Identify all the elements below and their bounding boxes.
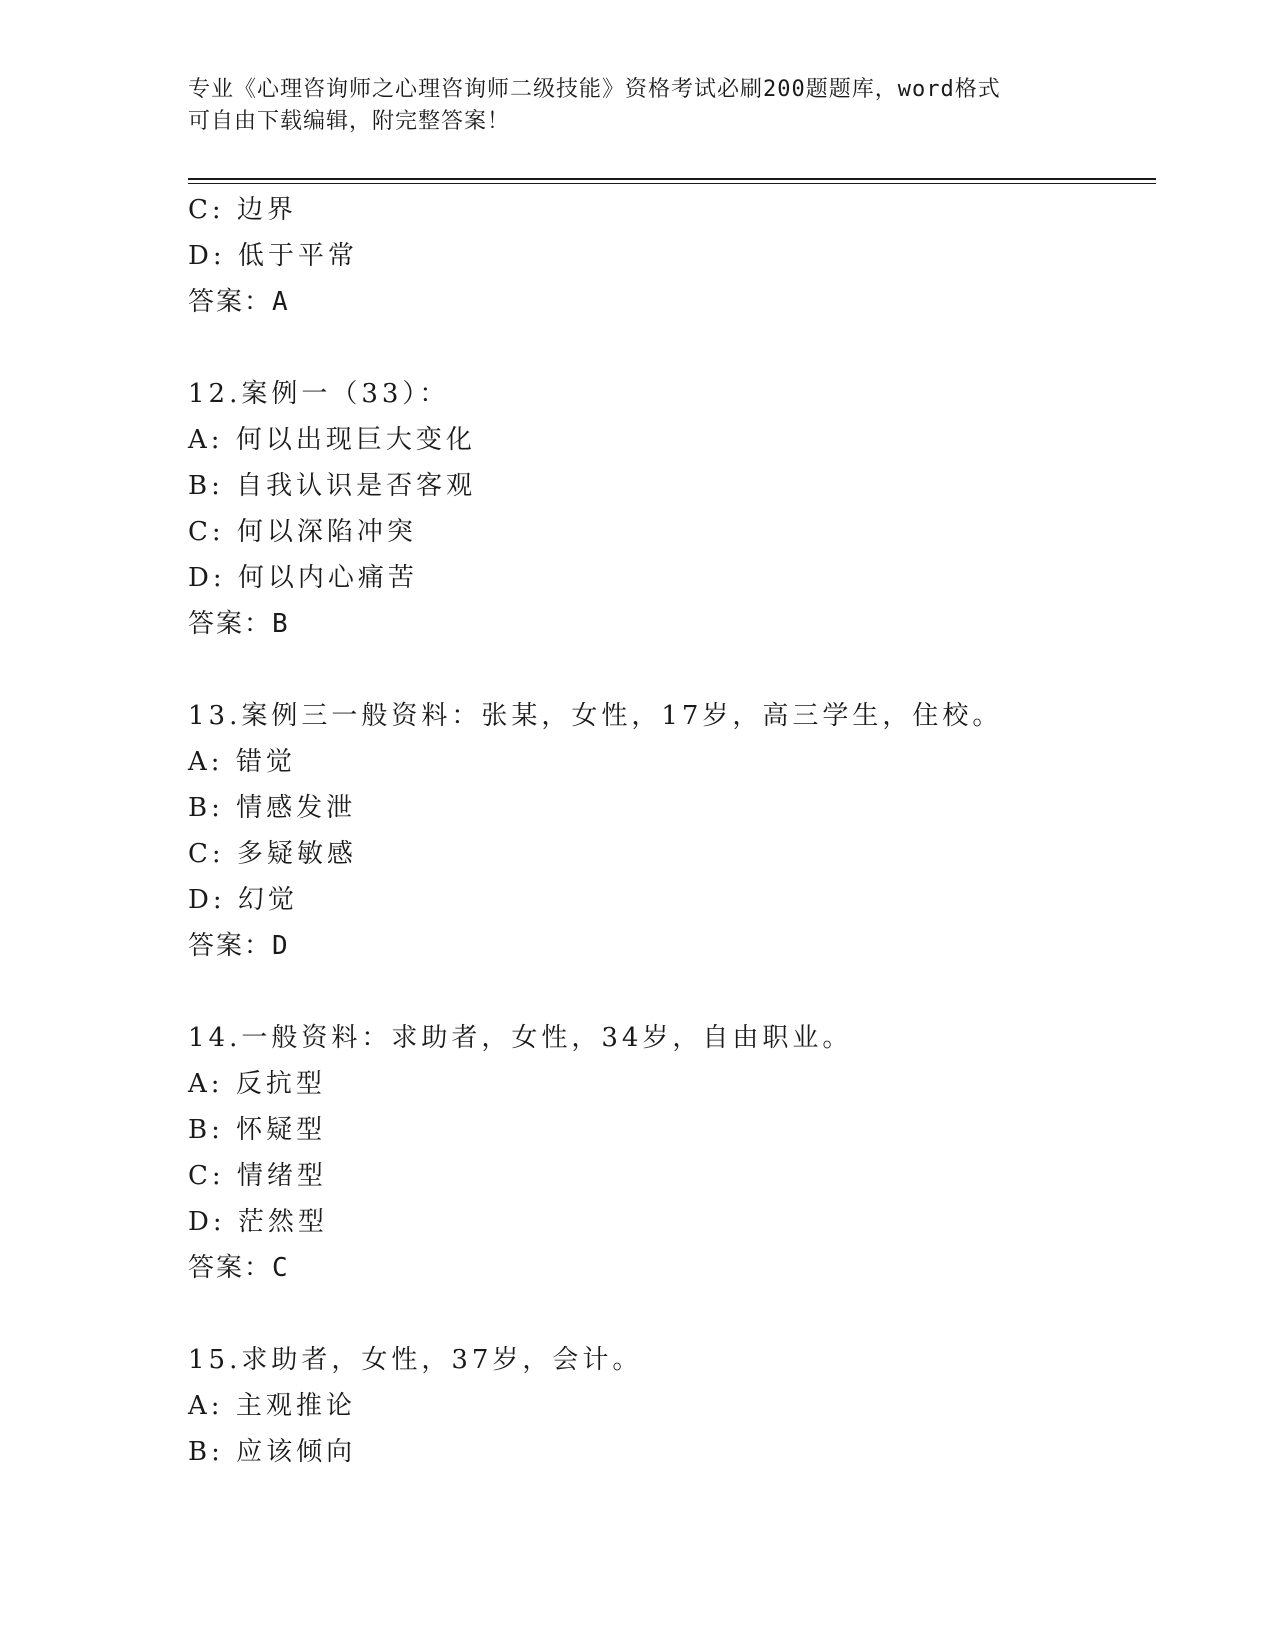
option-label: A: [188, 425, 224, 455]
option-text: 自我认识是否客观 [236, 471, 477, 501]
option-label: D: [188, 241, 226, 271]
answer-line [188, 601, 1148, 647]
option-label: A: [188, 747, 224, 777]
option-label: C: [188, 195, 225, 225]
option-text: 低于平常 [237, 241, 358, 271]
header-divider-thin [188, 183, 1156, 184]
option-line [188, 509, 1148, 555]
question-stem: 13.案例三一般资料：张某，女性，17岁，高三学生，住校。 [188, 701, 1003, 731]
option-text: 主观推论 [235, 1391, 356, 1421]
option-line [188, 1429, 1148, 1475]
option-line [188, 417, 1148, 463]
question-spacer [188, 325, 1148, 371]
option-line [188, 1199, 1148, 1245]
option-line [188, 831, 1148, 877]
answer-label: 答案： [188, 287, 273, 317]
option-label: C: [188, 517, 225, 547]
option-text: 错觉 [235, 747, 296, 777]
answer-label: 答案： [188, 609, 273, 639]
option-text: 边界 [236, 195, 297, 225]
option-line [188, 555, 1148, 601]
header-title-line-2: 可自由下载编辑，附完整答案！ [188, 109, 511, 134]
answer-line [188, 1245, 1148, 1291]
question-14 [188, 1015, 1148, 1291]
question-stem: 14.一般资料：求助者，女性，34岁，自由职业。 [188, 1023, 853, 1053]
option-line [188, 187, 1148, 233]
option-line [188, 1061, 1148, 1107]
option-line [188, 1107, 1148, 1153]
question-12 [188, 371, 1148, 647]
option-line [188, 233, 1148, 279]
option-text: 反抗型 [235, 1069, 326, 1099]
option-line [188, 1153, 1148, 1199]
question-stem: 12.案例一（33）： [188, 379, 450, 409]
answer-line [188, 279, 1148, 325]
option-text: 应该倾向 [236, 1437, 357, 1467]
question-list [188, 187, 1148, 1475]
option-label: D: [188, 885, 226, 915]
question-spacer [188, 969, 1148, 1015]
question-spacer [188, 647, 1148, 693]
question-11-continued [188, 187, 1148, 325]
option-text: 怀疑型 [236, 1115, 327, 1145]
answer-line [188, 923, 1148, 969]
option-label: D: [188, 1207, 226, 1237]
option-label: A: [188, 1391, 224, 1421]
option-label: C: [188, 839, 225, 869]
header-title-line-1: 专业《心理咨询师之心理咨询师二级技能》资格考试必刷200题题库，word格式 [188, 77, 1001, 102]
option-text: 何以深陷冲突 [236, 517, 417, 547]
option-text: 情感发泄 [236, 793, 357, 823]
option-label: D: [188, 563, 226, 593]
option-label: C: [188, 1161, 225, 1191]
answer-value: D [272, 931, 290, 961]
option-text: 多疑敏感 [236, 839, 357, 869]
option-text: 情绪型 [236, 1161, 327, 1191]
option-text: 何以内心痛苦 [237, 563, 418, 593]
answer-label: 答案： [188, 1253, 273, 1283]
answer-label: 答案： [188, 931, 273, 961]
option-line [188, 739, 1148, 785]
option-text: 何以出现巨大变化 [235, 425, 476, 455]
option-line [188, 785, 1148, 831]
option-line [188, 463, 1148, 509]
answer-value: B [272, 609, 290, 639]
option-label: A: [188, 1069, 224, 1099]
option-label: B: [188, 1437, 224, 1467]
option-label: B: [188, 471, 224, 501]
document-header [188, 74, 1088, 138]
answer-value: C [272, 1253, 290, 1283]
question-stem: 15.求助者，女性，37岁，会计。 [188, 1345, 643, 1375]
option-label: B: [188, 1115, 224, 1145]
option-text: 茫然型 [237, 1207, 328, 1237]
question-15 [188, 1337, 1148, 1475]
header-divider-thick [188, 178, 1156, 180]
option-line [188, 1383, 1148, 1429]
option-text: 幻觉 [237, 885, 298, 915]
answer-value: A [272, 287, 290, 317]
question-13 [188, 693, 1148, 969]
option-line [188, 877, 1148, 923]
question-spacer [188, 1291, 1148, 1337]
option-label: B: [188, 793, 224, 823]
